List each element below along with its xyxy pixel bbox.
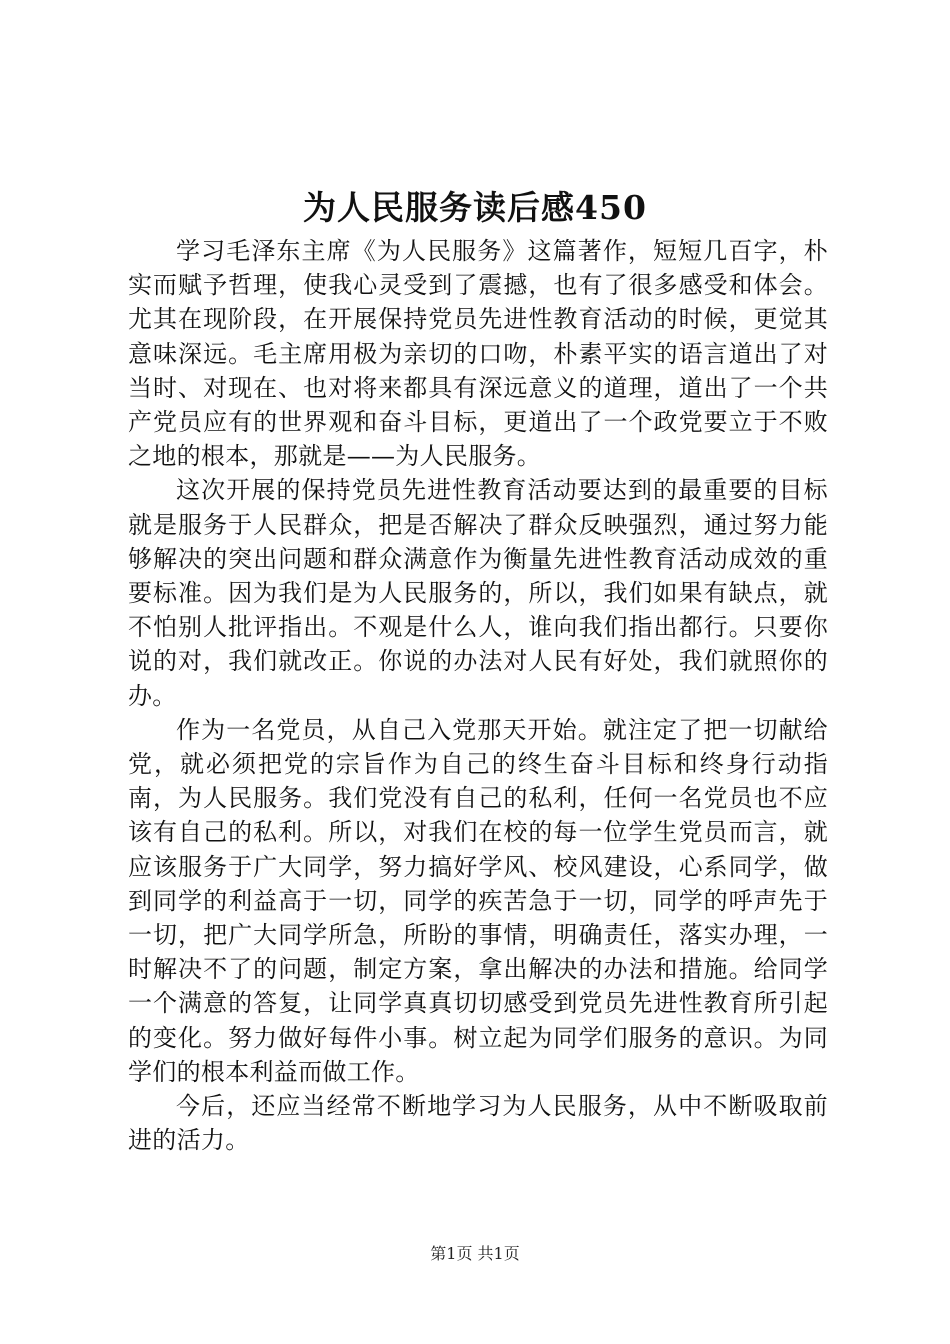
document-body <box>128 234 828 1157</box>
document-title: 为人民服务读后感450 <box>303 188 647 227</box>
paragraph-1: 学习毛泽东主席《为人民服务》这篇著作，短短几百字，朴实而赋予哲理，使我心灵受到了震撼，也有了很多感受和体会。尤其在现阶段，在开展保持党员先进性教育活动的时候，更觉其意味深远。毛主席用极为亲切的口吻，朴素平实的语言道出了对当时、对现在、也对将来都具有深远意义的道理，道出了一个共产党员应有的世界观和奋斗目标，更道出了一个政党要立于不败之地的根本，那就是——为人民服务。 <box>128 237 828 471</box>
page-total: 共1页 <box>477 1244 520 1263</box>
page-footer <box>0 1243 950 1265</box>
paragraph-2: 这次开展的保持党员先进性教育活动要达到的最重要的目标就是服务于人民群众，把是否解决了群众反映强烈，通过努力能够解决的突出问题和群众满意作为衡量先进性教育活动成效的重要标准。因为我们是为人民服务的，所以，我们如果有缺点，就不怕别人批评指出。不观是什么人，谁向我们指出都行。只要你说的对，我们就改正。你说的办法对人民有好处，我们就照你的办。 <box>128 476 828 710</box>
paragraph-3: 作为一名党员，从自己入党那天开始。就注定了把一切献给党，就必须把党的宗旨作为自己的终生奋斗目标和终身行动指南，为人民服务。我们党没有自己的私利，任何一名党员也不应该有自己的私利。所以，对我们在校的每一位学生党员而言，就应该服务于广大同学，努力搞好学风、校风建设，心系同学，做到同学的利益高于一切，同学的疾苦急于一切，同学的呼声先于一切，把广大同学所急，所盼的事情，明确责任，落实办理，一时解决不了的问题，制定方案，拿出解决的办法和措施。给同学一个满意的答复，让同学真真切切感受到党员先进性教育所引起的变化。努力做好每件小事。树立起为同学们服务的意识。为同学们的根本利益而做工作。 <box>128 715 828 1086</box>
paragraph-4: 今后，还应当经常不断地学习为人民服务，从中不断吸取前进的活力。 <box>128 1092 828 1155</box>
page-number: 第1页 <box>430 1244 473 1263</box>
